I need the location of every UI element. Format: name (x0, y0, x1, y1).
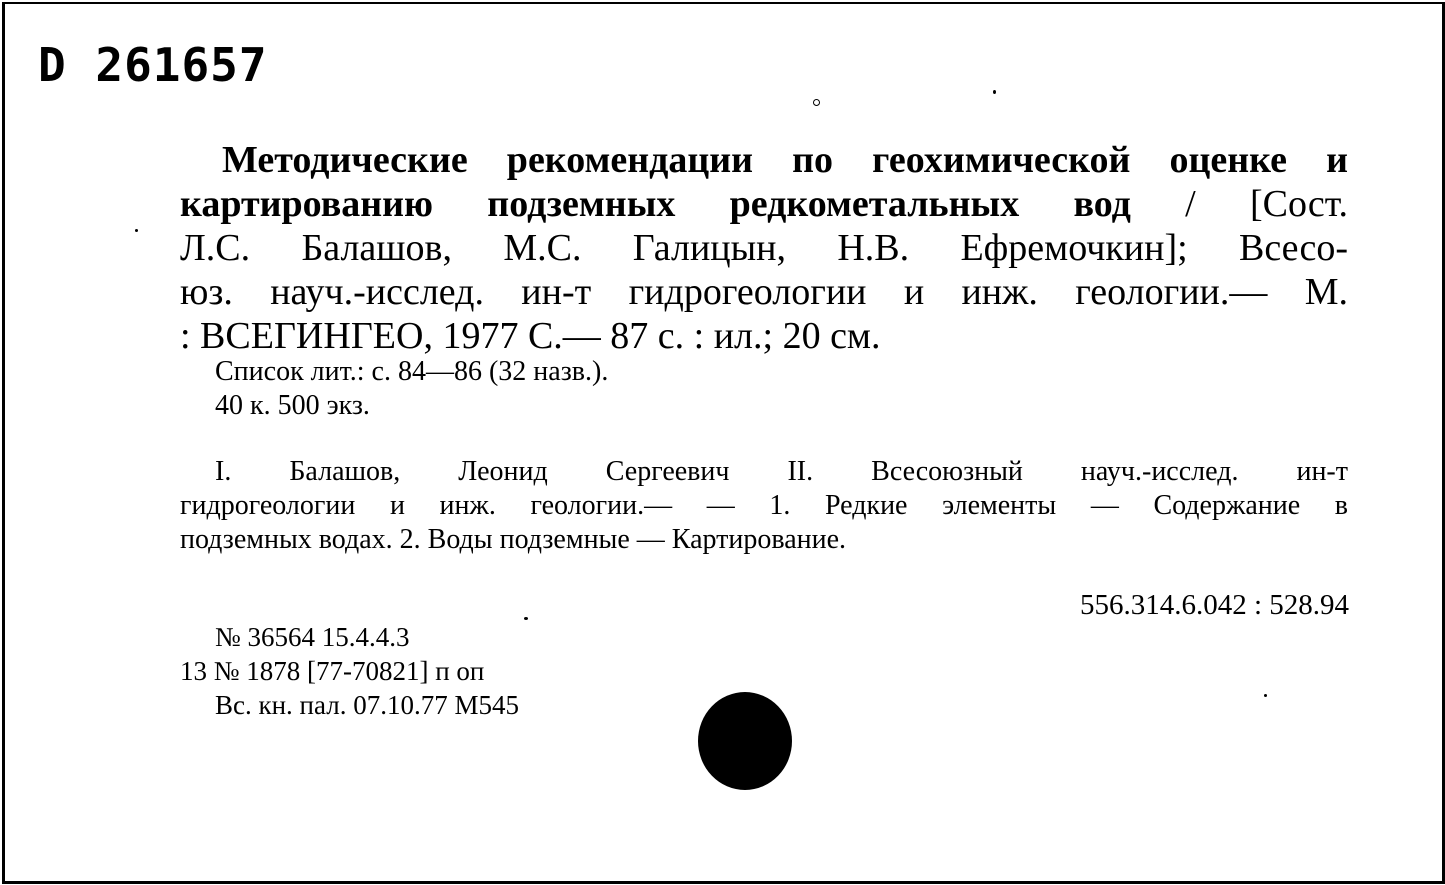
punch-hole (698, 692, 792, 790)
admin-block (180, 620, 519, 722)
speck-mark (135, 229, 138, 232)
tracings-block (180, 455, 1348, 557)
udc-classification: 556.314.6.042 : 528.94 (1079, 589, 1349, 621)
call-number: D 261657 (38, 38, 268, 92)
tracing-line: подземных водах. 2. Воды подземные — Картирование. (180, 524, 847, 555)
title-line (180, 270, 1348, 314)
admin-line: Вс. кн. пал. 07.10.77 М545 (215, 690, 519, 720)
title-line (180, 182, 1348, 226)
price-run-note: 40 к. 500 экз. (215, 390, 370, 421)
tracing-line: гидрогеологии и инж. геологии.— — 1. Редкие элементы — Содержание в (180, 490, 1348, 521)
title-normal-part: / [Сост. (1130, 183, 1349, 225)
bibliographic-description (180, 138, 1348, 358)
title-line (180, 226, 1348, 270)
admin-line: № 36564 15.4.4.3 (215, 622, 410, 652)
title-line (180, 314, 1348, 358)
speck-mark (524, 617, 528, 620)
title-normal-part: юз. науч.-исслед. ин-т гидрогеологии и инж. геологии.— М. (180, 271, 1348, 313)
admin-line: 13 № 1878 [77-70821] п оп (180, 656, 485, 686)
title-bold-part: Методические рекомендации по геохимической оценке и (222, 139, 1348, 181)
speck-mark (813, 99, 820, 106)
speck-mark (993, 90, 996, 94)
title-normal-part: : ВСЕГИНГЕО, 1977 С.— 87 с. : ил.; 20 см. (180, 315, 881, 357)
bibliography-note: Список лит.: с. 84—86 (32 назв.). (215, 356, 609, 387)
title-bold-part: картированию подземных редкометальных вод (180, 183, 1131, 225)
notes-block (215, 355, 608, 423)
speck-mark (1264, 694, 1267, 697)
tracing-line: I. Балашов, Леонид Сергеевич II. Всесоюзный науч.-исслед. ин-т (215, 456, 1348, 487)
title-line (180, 138, 1348, 182)
title-normal-part: Л.С. Балашов, М.С. Галицын, Н.В. Ефремочкин]; Всесо- (180, 227, 1348, 269)
